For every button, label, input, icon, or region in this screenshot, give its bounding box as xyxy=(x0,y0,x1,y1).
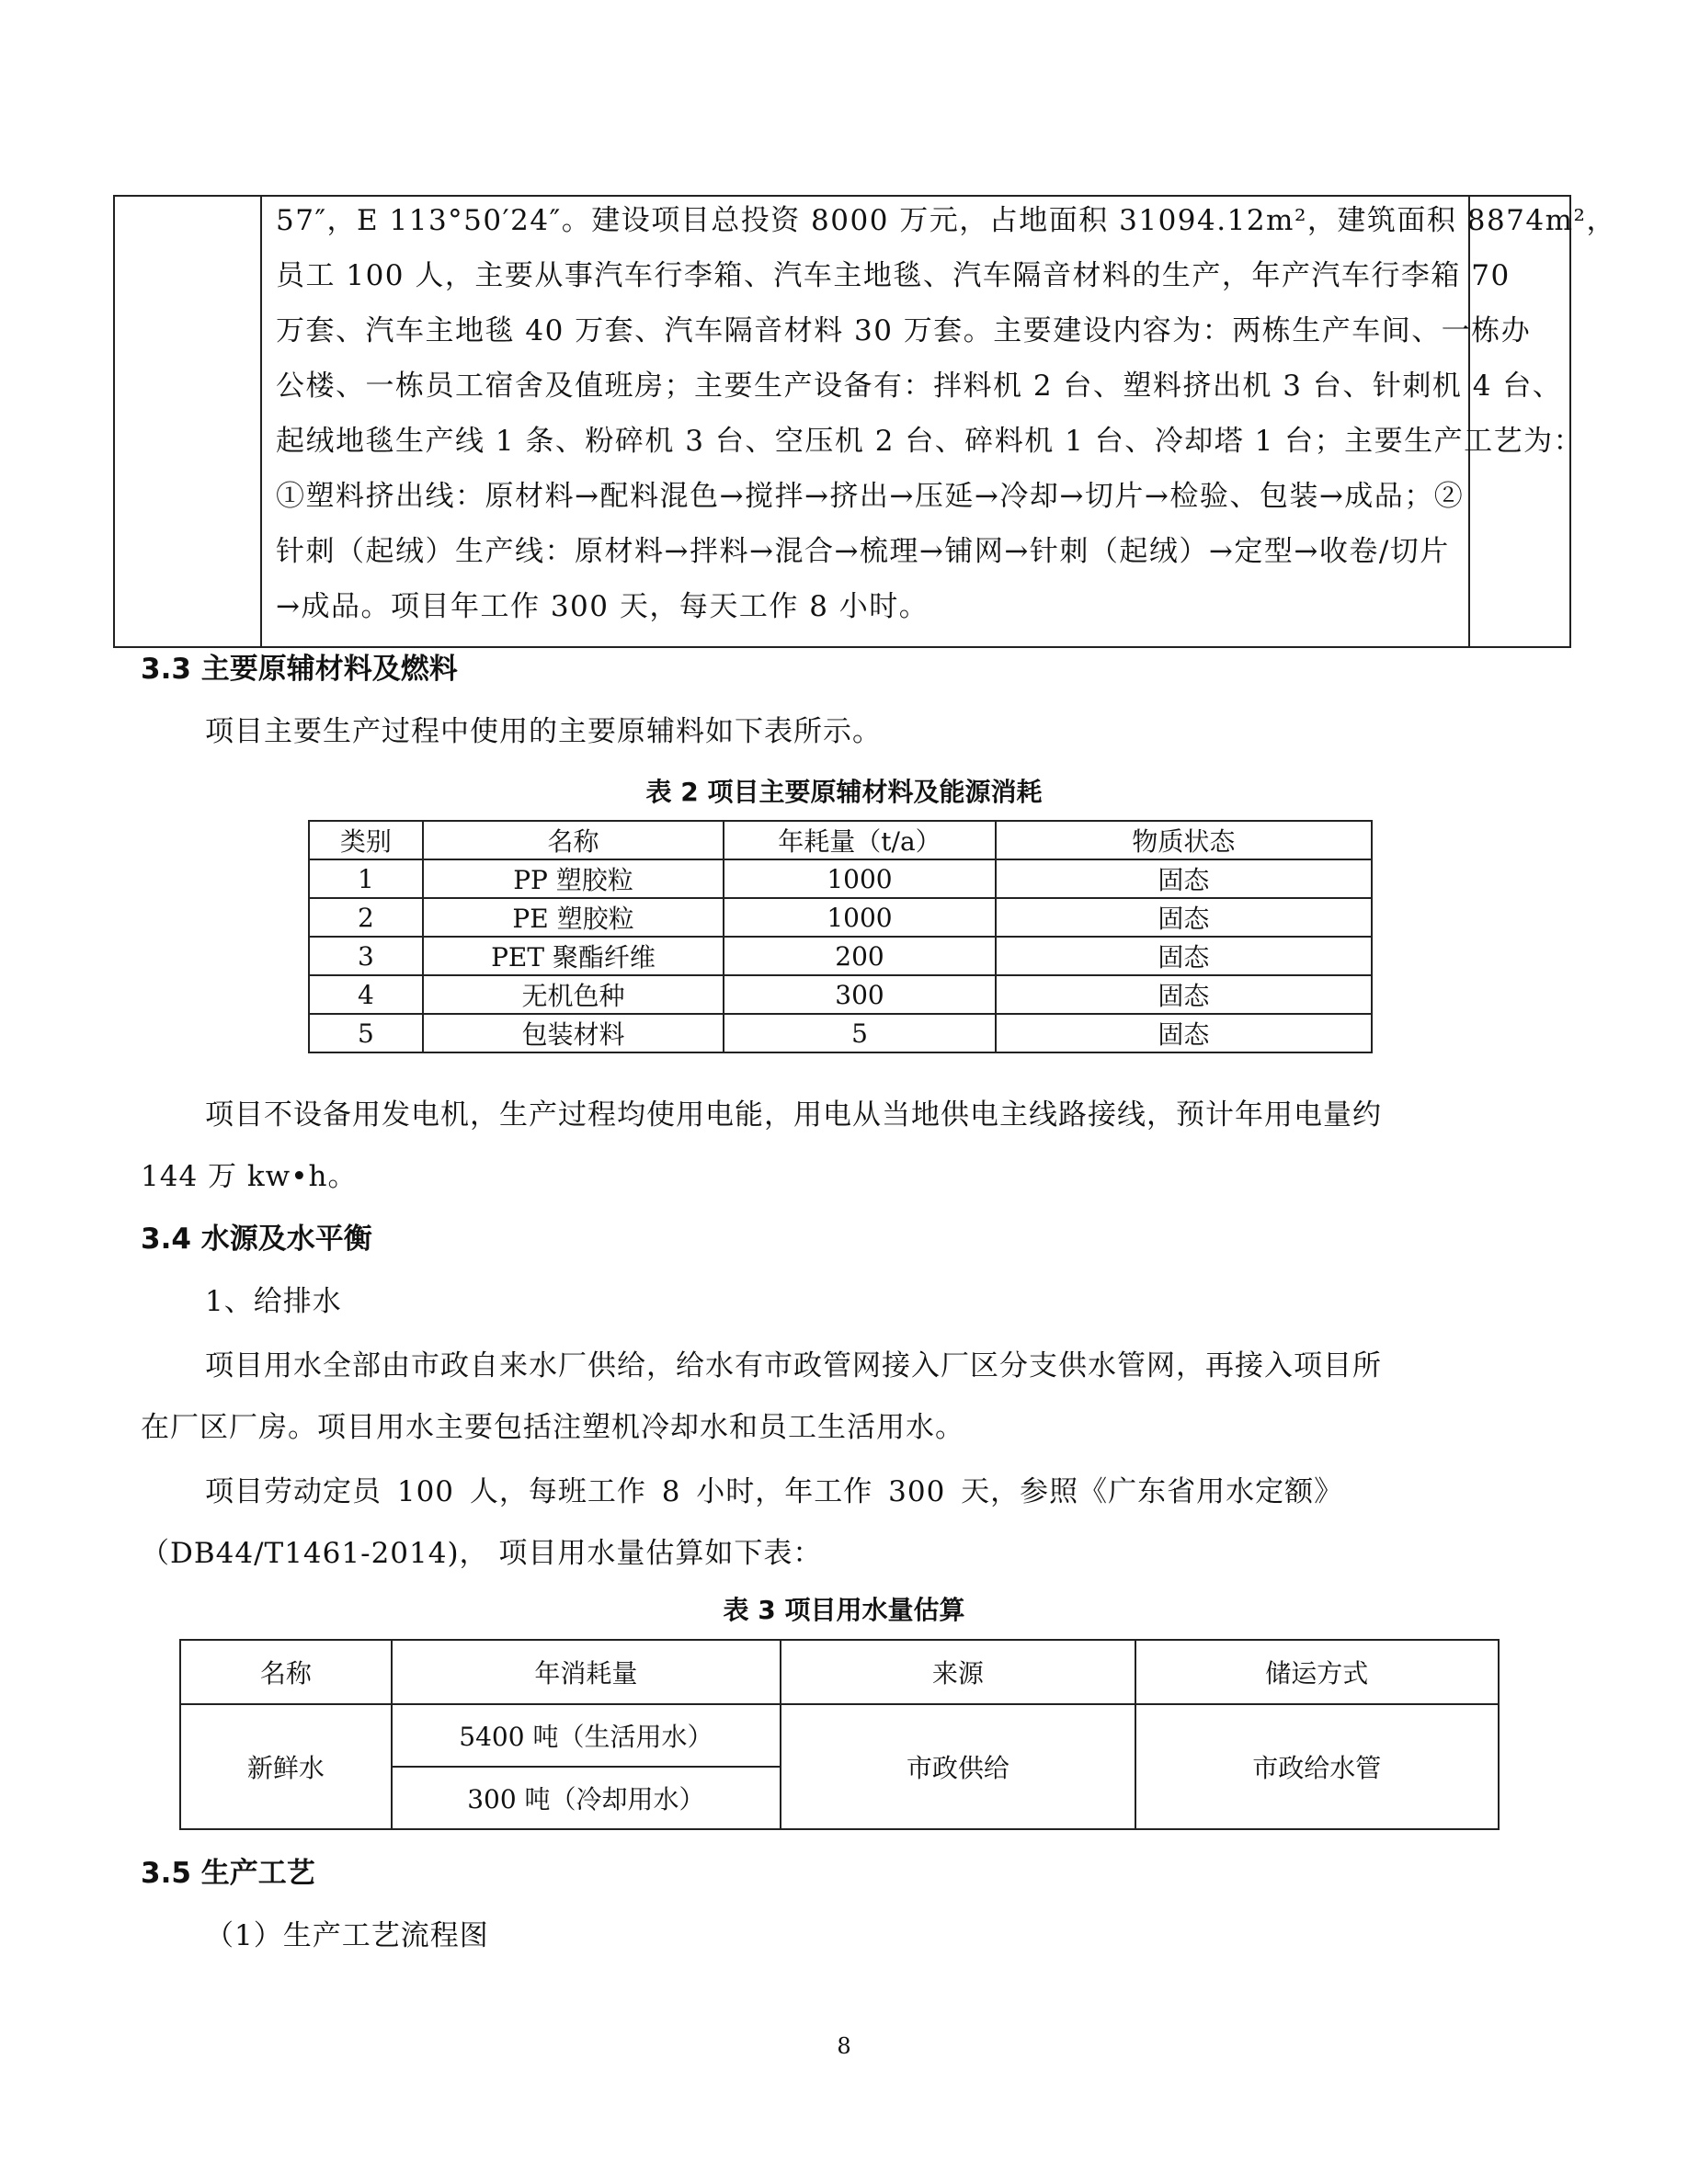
water-usage-table xyxy=(179,1639,1500,1830)
table-header-row xyxy=(180,1640,1499,1704)
table-cell: 新鲜水 xyxy=(180,1704,392,1829)
section-heading-3-5: 3.5 生产工艺 xyxy=(141,1857,315,1890)
table-cell: 1000 xyxy=(724,859,996,898)
table-row xyxy=(180,1704,1499,1767)
column-header: 储运方式 xyxy=(1135,1640,1499,1704)
table-divider-left xyxy=(260,195,262,646)
electricity-paragraph-line-1: 项目不设备用发电机，生产过程均使用电能，用电从当地供电主线路接线，预计年用电量约 xyxy=(205,1098,1382,1132)
cell-line-3: 万套、汽车主地毯 40 万套、汽车隔音材料 30 万套。主要建设内容为：两栋生产车间、一栋办 xyxy=(276,314,1532,347)
table-row xyxy=(309,859,1372,898)
table-cell: 固态 xyxy=(996,1014,1372,1052)
column-header: 来源 xyxy=(781,1640,1135,1704)
water-paragraph-2-line-2: （DB44/T1461-2014)， 项目用水量估算如下表： xyxy=(141,1537,823,1570)
table-3-caption: 表 3 项目用水量估算 xyxy=(723,1595,965,1625)
table-cell: PE 塑胶粒 xyxy=(423,898,724,937)
table-cell: PP 塑胶粒 xyxy=(423,859,724,898)
table-cell: 固态 xyxy=(996,937,1372,975)
cell-line-1: 57″，E 113°50′24″。建设项目总投资 8000 万元，占地面积 31094.12m²，建筑面积 8874m²， xyxy=(276,204,1616,237)
table-cell: 1 xyxy=(309,859,423,898)
subheading-process-flow: （1）生产工艺流程图 xyxy=(205,1919,489,1952)
table-cell: 5400 吨（生活用水） xyxy=(392,1704,781,1767)
table-cell: 包装材料 xyxy=(423,1014,724,1052)
column-header: 年耗量（t/a） xyxy=(724,821,996,859)
table-cell: 固态 xyxy=(996,859,1372,898)
cell-line-2: 员工 100 人，主要从事汽车行李箱、汽车主地毯、汽车隔音材料的生产，年产汽车行李箱 70 xyxy=(276,259,1511,292)
table-header-row xyxy=(309,821,1372,859)
table-cell: 5 xyxy=(724,1014,996,1052)
table-cell: 市政给水管 xyxy=(1135,1704,1499,1829)
table-cell: 300 xyxy=(724,975,996,1014)
table-2-caption: 表 2 项目主要原辅材料及能源消耗 xyxy=(645,777,1043,807)
table-cell: 4 xyxy=(309,975,423,1014)
page-number: 8 xyxy=(837,2033,851,2059)
section-heading-3-4: 3.4 水源及水平衡 xyxy=(141,1223,372,1256)
table-row xyxy=(309,898,1372,937)
water-paragraph-1-line-1: 项目用水全部由市政自来水厂供给，给水有市政管网接入厂区分支供水管网，再接入项目所 xyxy=(205,1349,1382,1382)
table-cell: 2 xyxy=(309,898,423,937)
table-row xyxy=(309,1014,1372,1052)
table-cell: 固态 xyxy=(996,975,1372,1014)
section-3-3-intro: 项目主要生产过程中使用的主要原辅料如下表所示。 xyxy=(205,715,882,748)
table-cell: 5 xyxy=(309,1014,423,1052)
table-cell: 市政供给 xyxy=(781,1704,1135,1829)
cell-line-6: ①塑料挤出线：原材料→配料混色→搅拌→挤出→压延→冷却→切片→检验、包装→成品；② xyxy=(276,480,1465,513)
column-header: 名称 xyxy=(423,821,724,859)
column-header: 年消耗量 xyxy=(392,1640,781,1704)
table-row xyxy=(309,937,1372,975)
subheading-water-supply: 1、给排水 xyxy=(205,1285,342,1318)
cell-line-4: 公楼、一栋员工宿舍及值班房；主要生产设备有：拌料机 2 台、塑料挤出机 3 台、针刺机 4 台、 xyxy=(276,370,1563,403)
materials-table xyxy=(308,820,1373,1053)
column-header: 名称 xyxy=(180,1640,392,1704)
water-paragraph-2-line-1: 项目劳动定员 100 人，每班工作 8 小时，年工作 300 天，参照《广东省用水定额》 xyxy=(205,1475,1344,1508)
table-cell: 1000 xyxy=(724,898,996,937)
table-cell: 无机色种 xyxy=(423,975,724,1014)
column-header: 物质状态 xyxy=(996,821,1372,859)
table-cell: 3 xyxy=(309,937,423,975)
electricity-paragraph-line-2: 144 万 kw•h。 xyxy=(141,1160,358,1193)
section-heading-3-3: 3.3 主要原辅材料及燃料 xyxy=(141,653,458,686)
cell-line-8: →成品。项目年工作 300 天，每天工作 8 小时。 xyxy=(276,590,930,623)
table-row xyxy=(309,975,1372,1014)
table-cell: PET 聚酯纤维 xyxy=(423,937,724,975)
water-paragraph-1-line-2: 在厂区厂房。项目用水主要包括注塑机冷却水和员工生活用水。 xyxy=(141,1411,964,1444)
table-cell: 200 xyxy=(724,937,996,975)
cell-line-5: 起绒地毯生产线 1 条、粉碎机 3 台、空压机 2 台、碎料机 1 台、冷却塔 1 台；主要生产工艺为： xyxy=(276,425,1584,458)
cell-line-7: 针刺（起绒）生产线：原材料→拌料→混合→梳理→铺网→针刺（起绒）→定型→收卷/切片 xyxy=(276,535,1450,568)
table-cell: 300 吨（冷却用水） xyxy=(392,1767,781,1829)
table-cell: 固态 xyxy=(996,898,1372,937)
column-header: 类别 xyxy=(309,821,423,859)
